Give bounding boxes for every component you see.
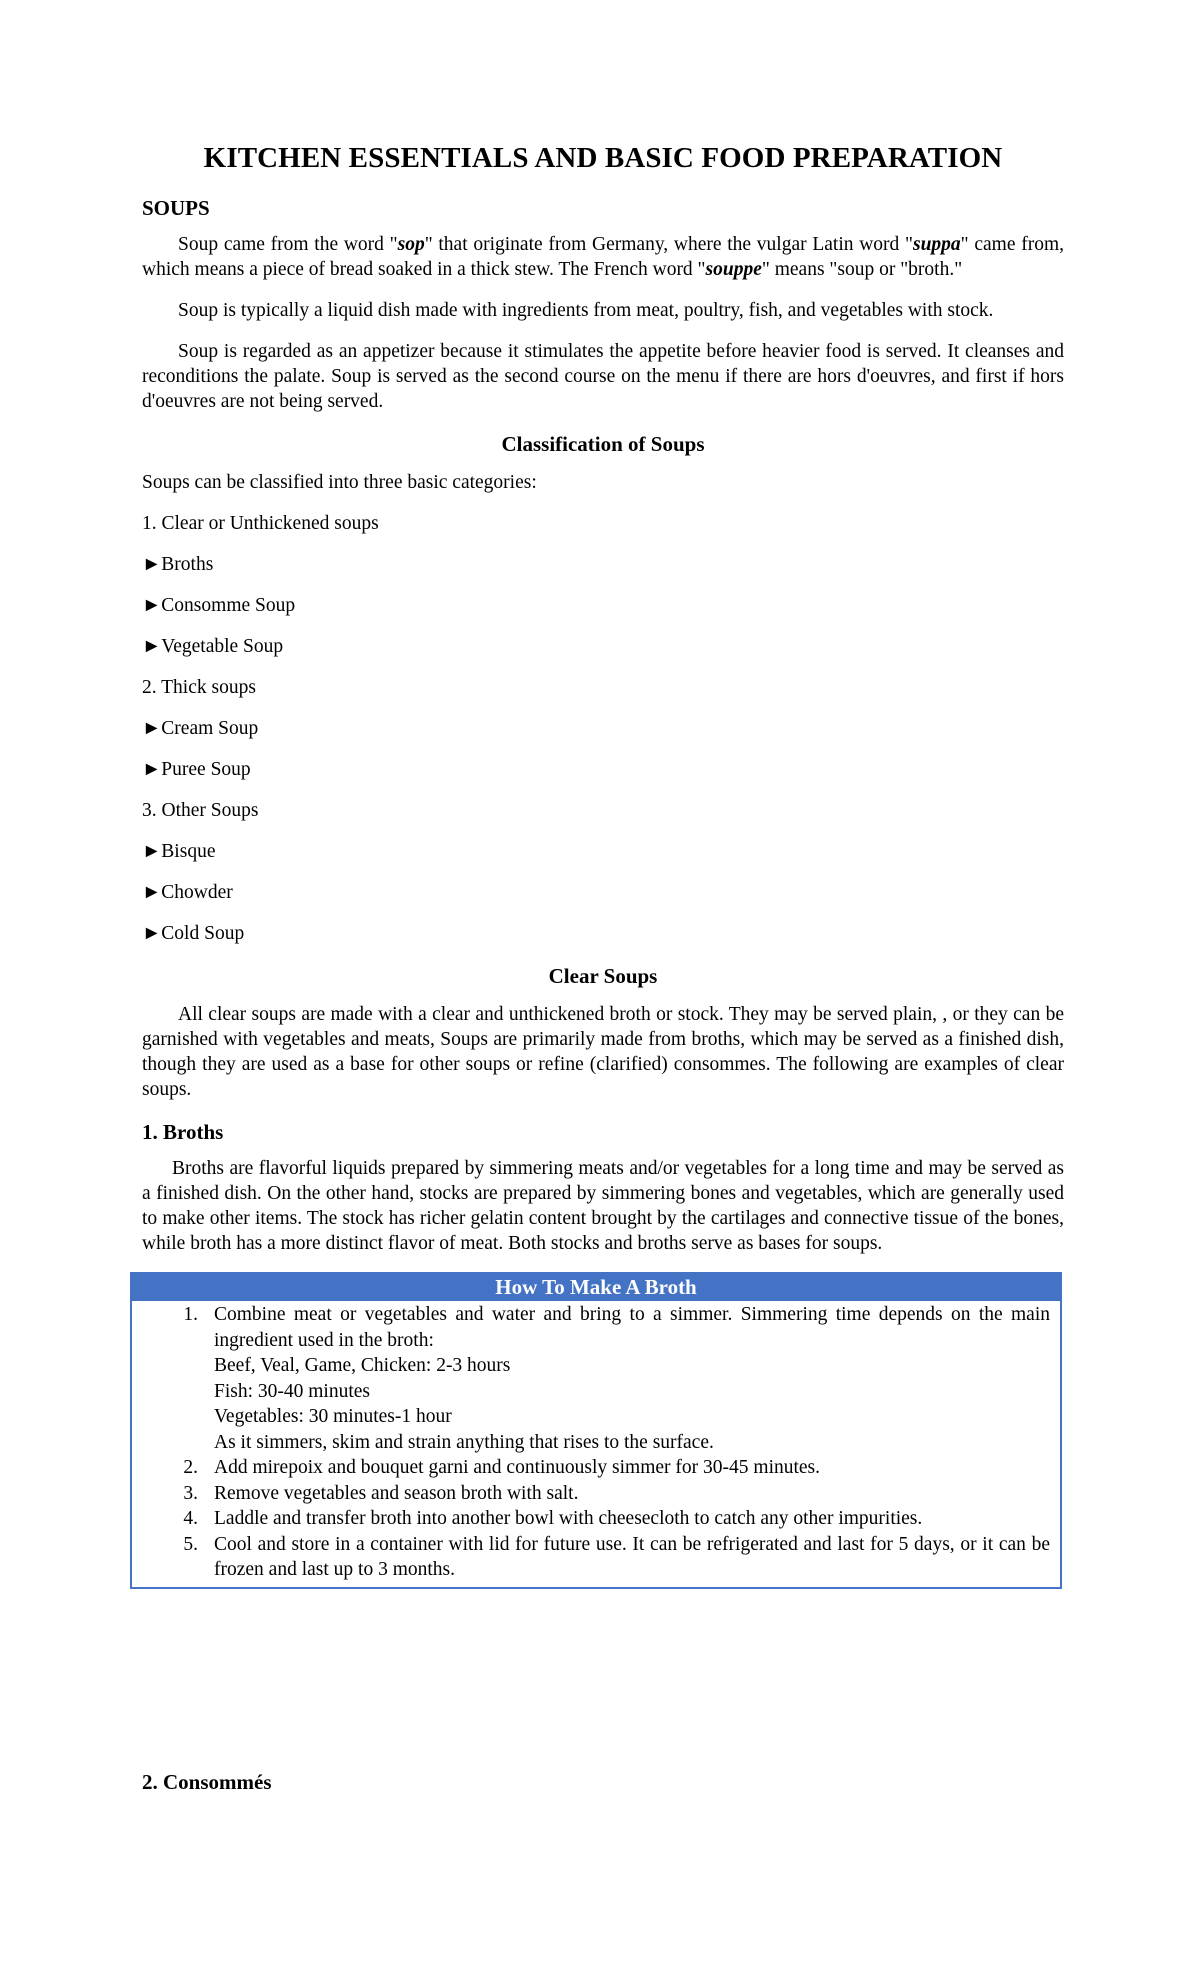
broths-paragraph: Broths are flavorful liquids prepared by simmering meats and/or vegetables for a long time and may be served as a finished dish. On the other hand, stocks are prepared by simmering bones and vegetables, which are generally used to make other items. The stock has richer gelatin content brought by the cartilages and connective tissue of the bones, while broth has a more distinct flavor of meat. Both stocks and broths serve as bases for soups. xyxy=(142,1158,1064,1254)
step-number: 5. xyxy=(183,1533,198,1555)
intro-text: " means "soup or "broth." xyxy=(761,259,963,280)
word-sop: sop xyxy=(397,234,425,255)
step-number: 2. xyxy=(183,1457,198,1478)
list-item: ►Cream Soup xyxy=(142,718,259,739)
list-item: ►Broths xyxy=(142,554,214,575)
step-number: 3. xyxy=(183,1482,198,1504)
intro-paragraph-3: Soup is regarded as an appetizer because it stimulates the appetite before heavier food is served. It cleanses and reconditions the palate. Soup is served as the second course on the menu if there are hors d'oeuvres, and first if hors d'oeuvres are not being served. xyxy=(142,341,1064,412)
consommes-heading: 2. Consommés xyxy=(142,1770,272,1794)
step-number: 4. xyxy=(183,1508,198,1529)
clear-soups-heading: Clear Soups xyxy=(548,964,658,988)
broth-box-steps xyxy=(132,1301,1060,1587)
step-text: Cool and store in a container with lid for future use. It can be refrigerated and last for 5 days, or it can be frozen and last up to 3 months. xyxy=(214,1533,1050,1580)
intro-text: " came from, which means a piece of bread soaked in a thick stew. The French word " xyxy=(142,234,1064,280)
step-item xyxy=(142,1455,1050,1481)
classification-heading: Classification of Soups xyxy=(501,432,705,456)
document-content xyxy=(142,140,1064,1589)
intro-text: Soup came from the word " xyxy=(178,234,398,255)
clear-soups-paragraph: All clear soups are made with a clear and unthickened broth or stock. They may be served plain, , or they can be garnished with vegetables and meats, Soups are primarily made from broths, which may be served as a finished dish, though they are used as a base for other soups or refine (clarified) consommes. The following are examples of clear soups. xyxy=(142,1004,1064,1100)
classification-lead: Soups can be classified into three basic categories: xyxy=(142,472,537,493)
word-suppa: suppa xyxy=(912,234,961,255)
step-sub-line: Vegetables: 30 minutes-1 hour xyxy=(214,1406,452,1427)
step-text: Combine meat or vegetables and water and bring to a simmer. Simmering time depends on the main ingredient used in the broth: xyxy=(214,1304,1050,1351)
step-item xyxy=(142,1506,1050,1532)
step-text: Laddle and transfer broth into another bowl with cheesecloth to catch any other impurities. xyxy=(214,1508,923,1529)
broths-heading: 1. Broths xyxy=(142,1120,224,1144)
intro-paragraph-1 xyxy=(142,232,1064,282)
list-item: ►Bisque xyxy=(142,841,216,862)
page-title: KITCHEN ESSENTIALS AND BASIC FOOD PREPARATION xyxy=(203,142,1003,174)
step-text: Add mirepoix and bouquet garni and continuously simmer for 30-45 minutes. xyxy=(214,1457,821,1478)
list-item: ►Cold Soup xyxy=(142,923,245,944)
step-item xyxy=(142,1302,1050,1353)
list-item: ►Vegetable Soup xyxy=(142,636,284,657)
list-item: ►Chowder xyxy=(142,882,233,903)
list-item: ►Consomme Soup xyxy=(142,595,296,616)
list-item: 3. Other Soups xyxy=(142,800,259,821)
broth-box-title: How To Make A Broth xyxy=(132,1274,1060,1301)
step-item xyxy=(142,1532,1050,1583)
word-souppe: souppe xyxy=(705,259,762,280)
section-heading-soups: SOUPS xyxy=(142,196,210,220)
list-item: ►Puree Soup xyxy=(142,759,251,780)
how-to-make-broth-box xyxy=(130,1272,1062,1589)
step-item xyxy=(142,1481,1050,1507)
step-sub-line: As it simmers, skim and strain anything that rises to the surface. xyxy=(214,1431,714,1453)
list-item: 1. Clear or Unthickened soups xyxy=(142,513,379,534)
list-item: 2. Thick soups xyxy=(142,677,256,698)
intro-text: " that originate from Germany, where the vulgar Latin word " xyxy=(424,234,913,255)
step-sub-line: Fish: 30-40 minutes xyxy=(214,1380,371,1402)
step-sub-line: Beef, Veal, Game, Chicken: 2-3 hours xyxy=(214,1355,511,1376)
step-number: 1. xyxy=(183,1304,198,1325)
step-text: Remove vegetables and season broth with salt. xyxy=(214,1482,579,1504)
intro-paragraph-2: Soup is typically a liquid dish made with ingredients from meat, poultry, fish, and vegetables with stock. xyxy=(178,300,994,321)
